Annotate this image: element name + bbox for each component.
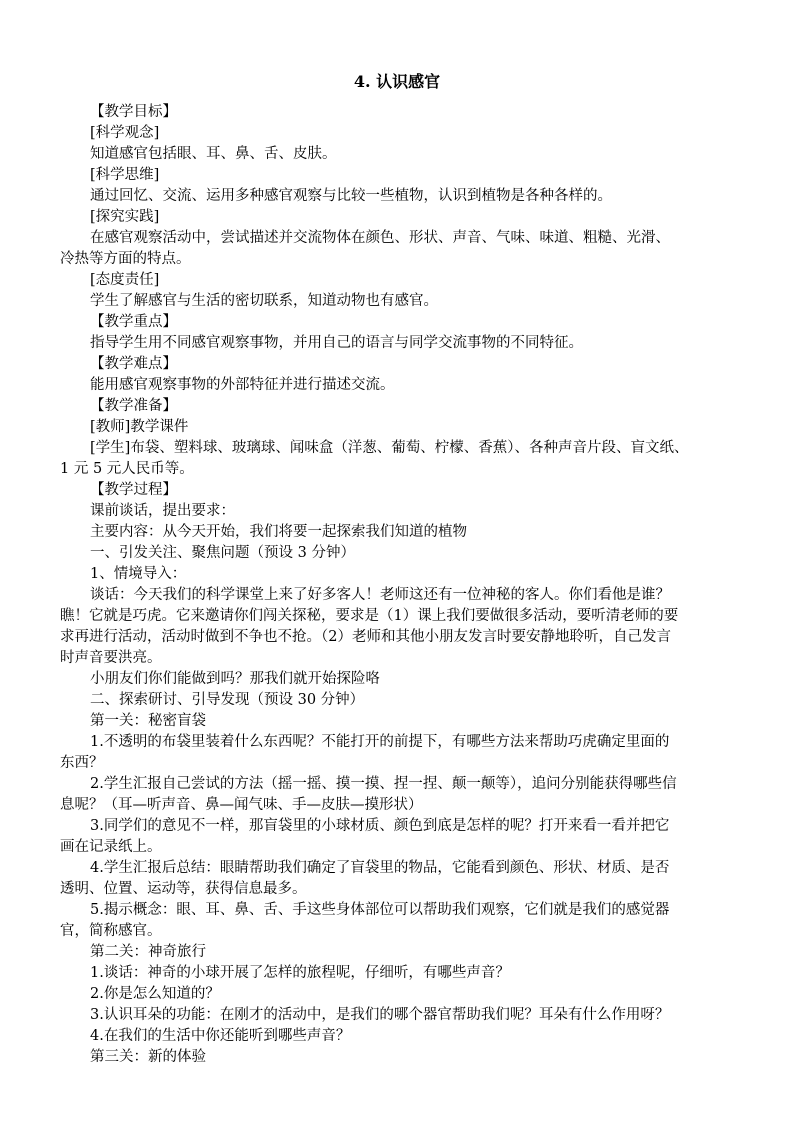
text-line: 谈话：今天我们的科学课堂上来了好多客人！老师这还有一位神秘的客人。你们看他是谁？ — [90, 587, 670, 603]
text-line: [教师]教学课件 — [90, 419, 189, 435]
section-heading-preparation: 【教学准备】 — [90, 398, 177, 414]
text-line: 第一关：秘密盲袋 — [90, 713, 206, 729]
text-line: 3.认识耳朵的功能：在刚才的活动中，是我们的哪个器官帮助我们呢？耳朵有什么作用呀？ — [90, 1007, 670, 1023]
text-line: 第二关：神奇旅行 — [90, 944, 206, 960]
subheading-inquiry-practice: [探究实践] — [90, 209, 160, 225]
text-line: 画在记录纸上。 — [60, 839, 162, 855]
subheading-attitude: [态度责任] — [90, 272, 160, 288]
text-line: [学生]布袋、塑料球、玻璃球、闻味盒（洋葱、葡萄、柠檬、香蕉）、各种声音片段、盲文纸、 — [90, 440, 689, 456]
text-line: 在感官观察活动中，尝试描述并交流物体在颜色、形状、声音、气味、味道、粗糙、光滑、 — [90, 230, 670, 246]
text-line: 1.不透明的布袋里装着什么东西呢？不能打开的前提下，有哪些方法来帮助巧虎确定里面的 — [90, 734, 670, 750]
text-line: 瞧！它就是巧虎。它来邀请你们闯关探秘，要求是（1）课上我们要做很多活动，要听清老师的要 — [60, 608, 679, 624]
subheading-science-concept: [科学观念] — [90, 125, 160, 141]
text-line: 课前谈话，提出要求： — [90, 503, 235, 519]
text-line: 息呢？（耳—听声音、鼻—闻气味、手—皮肤—摸形状） — [60, 797, 423, 813]
text-line: 能用感官观察事物的外部特征并进行描述交流。 — [90, 377, 395, 393]
text-line: 4.学生汇报后总结：眼睛帮助我们确定了盲袋里的物品，它能看到颜色、形状、材质、是否 — [90, 860, 670, 876]
section-heading-difficulties: 【教学难点】 — [90, 356, 177, 372]
text-line: 1、情境导入： — [90, 566, 187, 582]
text-line: 1 元 5 元人民币等。 — [60, 461, 194, 477]
text-line: 学生了解感官与生活的密切联系，知道动物也有感官。 — [90, 293, 438, 309]
text-line: 知道感官包括眼、耳、鼻、舌、皮肤。 — [90, 146, 337, 162]
section-heading-process: 【教学过程】 — [90, 482, 177, 498]
text-line: 透明、位置、运动等，获得信息最多。 — [60, 881, 307, 897]
text-line: 指导学生用不同感官观察事物，并用自己的语言与同学交流事物的不同特征。 — [90, 335, 583, 351]
section-heading-objectives: 【教学目标】 — [90, 104, 177, 120]
text-line: 求再进行活动，活动时做到不争也不抢。（2）老师和其他小朋友发言时要安静地聆听，自己发言 — [60, 629, 671, 645]
text-line: 冷热等方面的特点。 — [60, 251, 191, 267]
text-line: 3.同学们的意见不一样，那盲袋里的小球材质、颜色到底是怎样的呢？打开来看一看并把它 — [90, 818, 670, 834]
document-body — [60, 102, 740, 1068]
text-line: 1.谈话：神奇的小球开展了怎样的旅程呢，仔细听，有哪些声音？ — [90, 965, 510, 981]
text-line: 二、探索研讨、引导发现（预设 30 分钟） — [90, 692, 365, 708]
text-line: 主要内容：从今天开始，我们将要一起探索我们知道的植物 — [90, 524, 467, 540]
subheading-science-thinking: [科学思维] — [90, 167, 160, 183]
text-line: 2.学生汇报自己尝试的方法（摇一摇、摸一摸、捏一捏、颠一颠等），追问分别能获得哪些信 — [90, 776, 677, 792]
text-line: 5.揭示概念：眼、耳、鼻、舌、手这些身体部位可以帮助我们观察，它们就是我们的感觉器 — [90, 902, 670, 918]
section-heading-key-points: 【教学重点】 — [90, 314, 177, 330]
text-line: 小朋友们你们能做到吗？那我们就开始探险咯 — [90, 671, 380, 687]
text-line: 东西？ — [60, 755, 104, 771]
text-line: 第三关：新的体验 — [90, 1049, 206, 1065]
text-line: 2.你是怎么知道的？ — [90, 986, 220, 1002]
text-line: 4.在我们的生活中你还能听到哪些声音？ — [90, 1028, 351, 1044]
page-title: 4. 认识感官 — [353, 72, 441, 91]
text-line: 一、引发关注、聚焦问题（预设 3 分钟） — [90, 545, 355, 561]
text-line: 时声音要洪亮。 — [60, 650, 162, 666]
text-line: 通过回忆、交流、运用多种感官观察与比较一些植物，认识到植物是各种各样的。 — [90, 188, 612, 204]
text-line: 官，简称感官。 — [60, 923, 162, 939]
